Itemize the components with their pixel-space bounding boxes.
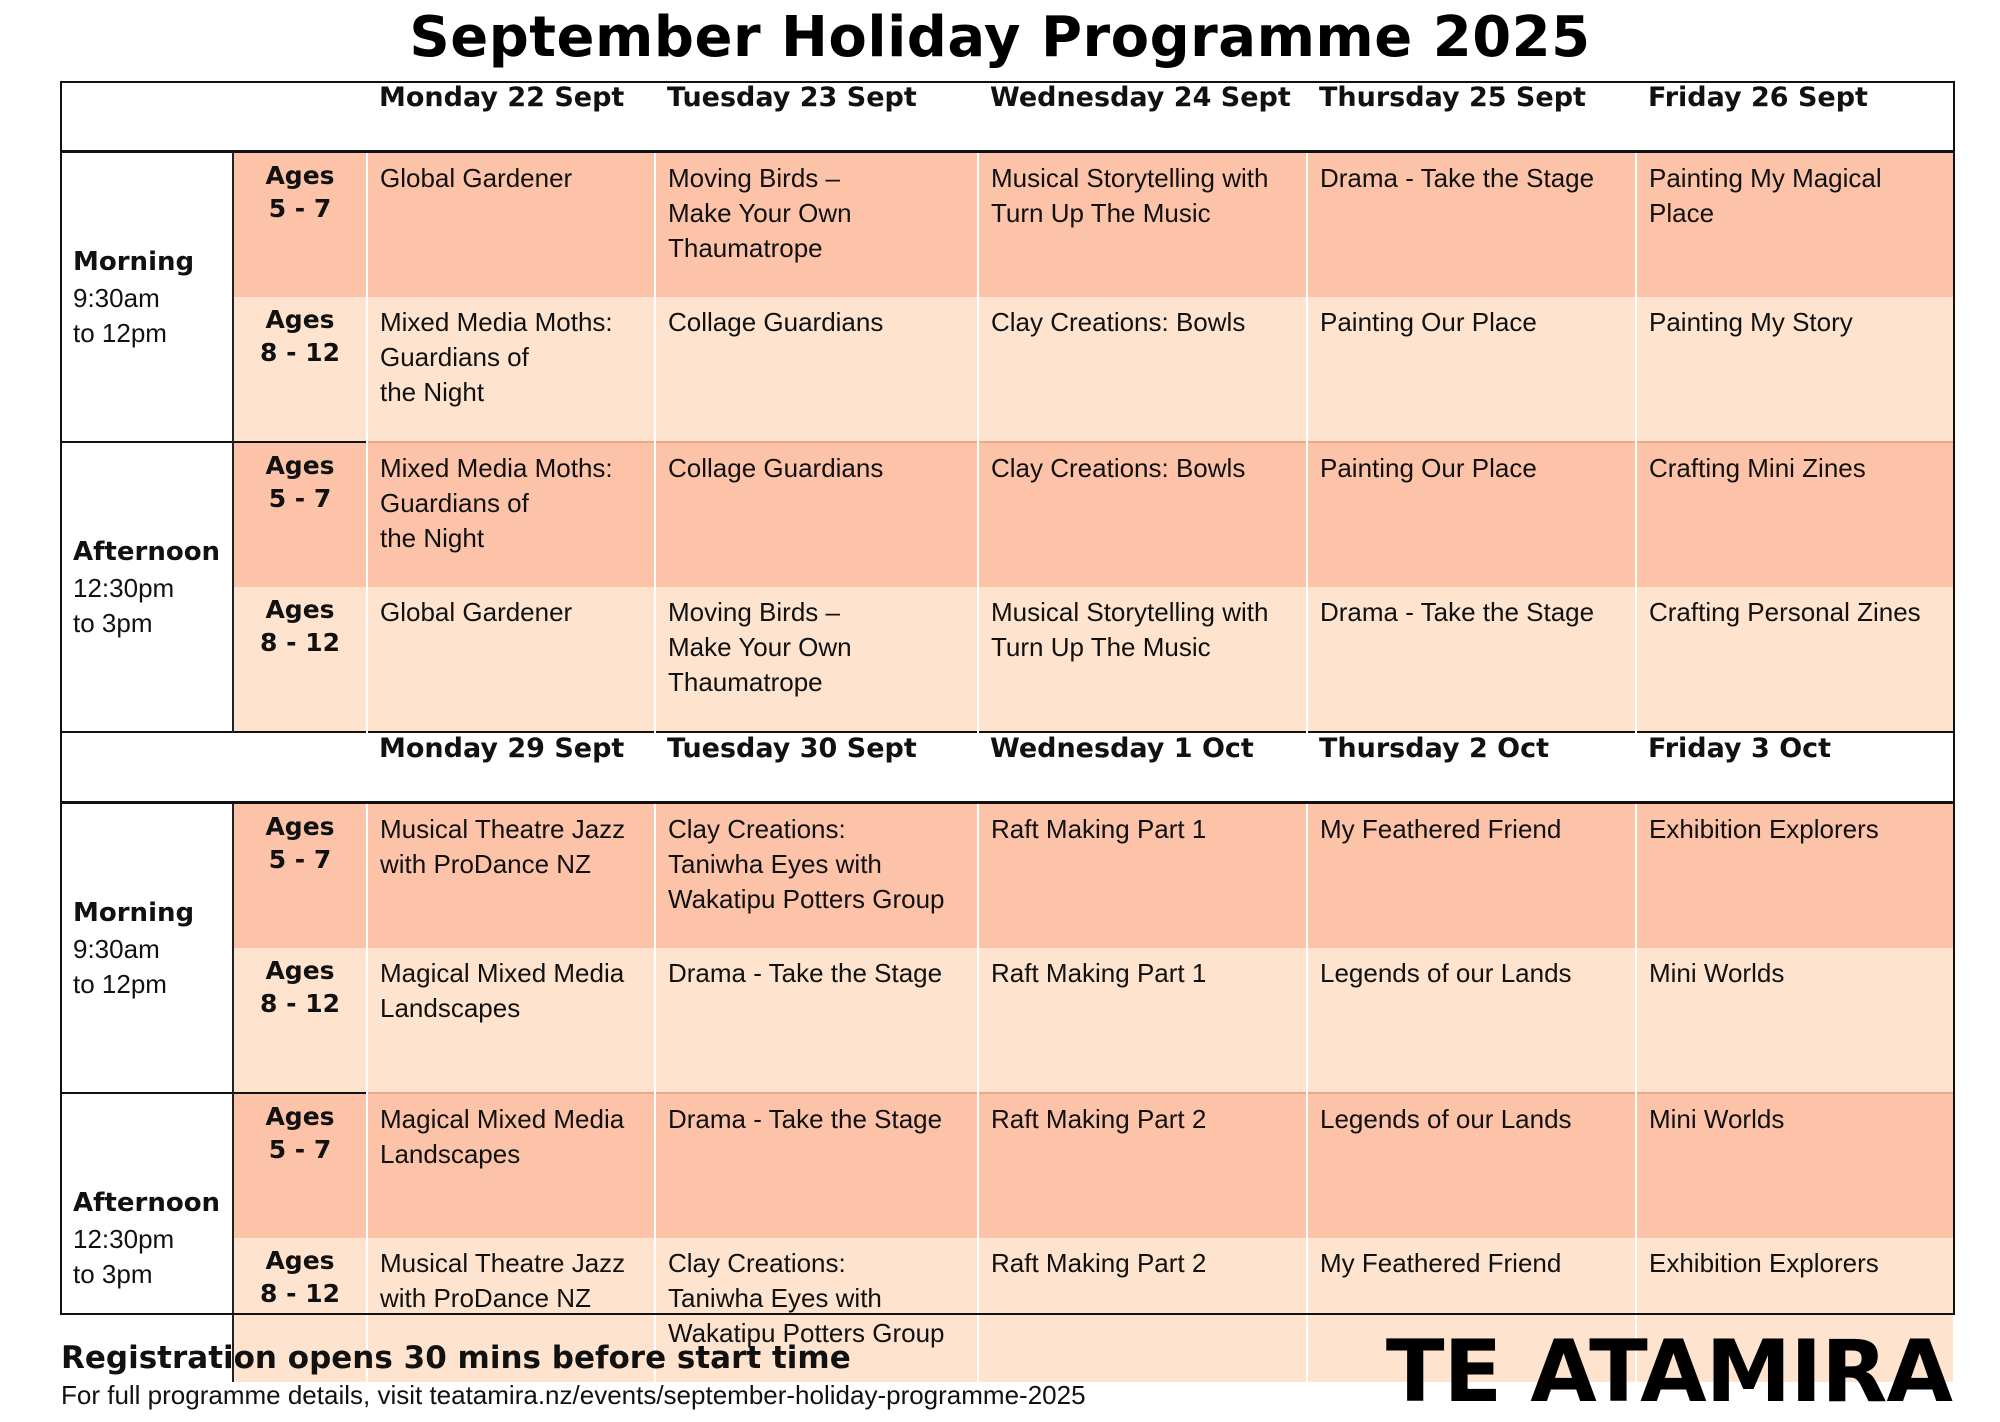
age-group-label: [233, 1093, 367, 1238]
ages-word: Ages: [265, 305, 335, 334]
ages-range: 8 - 12: [260, 989, 340, 1018]
session-time: 9:30am to 12pm: [73, 934, 167, 999]
ages-range: 5 - 7: [268, 845, 332, 874]
ages-word: Ages: [265, 1246, 335, 1275]
session-label-afternoon: [61, 442, 233, 732]
activity-cell: Mixed Media Moths: Guardians of the Night: [367, 442, 655, 587]
day-header: Wednesday 24 Sept: [978, 82, 1307, 152]
ages-range: 5 - 7: [268, 484, 332, 513]
activity-cell: Mixed Media Moths: Guardians of the Night: [367, 297, 655, 442]
day-header-row: [61, 732, 1953, 803]
activity-cell: Global Gardener: [367, 152, 655, 298]
ages-word: Ages: [265, 812, 335, 841]
ages-range: 8 - 12: [260, 628, 340, 657]
ages-word: Ages: [265, 595, 335, 624]
ages-word: Ages: [265, 161, 335, 190]
activity-cell: Drama - Take the Stage: [1307, 152, 1636, 298]
ages-word: Ages: [265, 1102, 335, 1131]
activity-cell: Raft Making Part 1: [978, 803, 1307, 949]
schedule-body: [61, 82, 1953, 1382]
activity-cell: Crafting Personal Zines: [1636, 587, 1953, 732]
day-header: Monday 22 Sept: [367, 82, 655, 152]
registration-note: Registration opens 30 mins before start time: [61, 1340, 851, 1376]
day-header: Wednesday 1 Oct: [978, 732, 1307, 803]
activity-cell: Legends of our Lands: [1307, 948, 1636, 1093]
schedule-table: [61, 82, 1953, 1382]
day-header: Monday 29 Sept: [367, 732, 655, 803]
age-group-label: [233, 948, 367, 1093]
ages-range: 5 - 7: [268, 194, 332, 223]
day-header: Thursday 2 Oct: [1307, 732, 1636, 803]
day-header-row: [61, 82, 1953, 152]
session-time: 9:30am to 12pm: [73, 283, 167, 348]
activity-row: [61, 152, 1953, 298]
activity-cell: Raft Making Part 2: [978, 1238, 1307, 1382]
session-name: Afternoon: [73, 1188, 221, 1218]
day-header: Tuesday 30 Sept: [655, 732, 978, 803]
activity-cell: Musical Storytelling with Turn Up The Music: [978, 152, 1307, 298]
session-time: 12:30pm to 3pm: [73, 573, 175, 638]
session-name: Morning: [73, 898, 195, 928]
activity-cell: Painting Our Place: [1307, 442, 1636, 587]
activity-cell: Collage Guardians: [655, 297, 978, 442]
activity-cell: Clay Creations: Taniwha Eyes with Wakatipu Potters Group: [655, 803, 978, 949]
activity-cell: Magical Mixed Media Landscapes: [367, 1093, 655, 1238]
ages-range: 5 - 7: [268, 1135, 332, 1164]
activity-cell: My Feathered Friend: [1307, 803, 1636, 949]
day-header: Tuesday 23 Sept: [655, 82, 978, 152]
activity-cell: Raft Making Part 2: [978, 1093, 1307, 1238]
programme-details-link-text: For full programme details, visit teatamira.nz/events/september-holiday-programme-2025: [61, 1380, 1086, 1410]
age-group-label: [233, 442, 367, 587]
activity-cell: Exhibition Explorers: [1636, 803, 1953, 949]
te-atamira-logo: TE ATAMIRA: [1385, 1322, 1952, 1422]
ages-word: Ages: [265, 451, 335, 480]
session-label-morning: [61, 803, 233, 1094]
activity-row: [61, 587, 1953, 732]
activity-cell: Moving Birds – Make Your Own Thaumatrope: [655, 587, 978, 732]
activity-cell: Raft Making Part 1: [978, 948, 1307, 1093]
activity-cell: Clay Creations: Taniwha Eyes with Wakatipu Potters Group: [655, 1238, 978, 1382]
activity-cell: Collage Guardians: [655, 442, 978, 587]
activity-cell: Crafting Mini Zines: [1636, 442, 1953, 587]
activity-cell: Drama - Take the Stage: [1307, 587, 1636, 732]
activity-cell: Mini Worlds: [1636, 1093, 1953, 1238]
ages-range: 8 - 12: [260, 1279, 340, 1308]
activity-row: [61, 948, 1953, 1093]
activity-cell: Clay Creations: Bowls: [978, 297, 1307, 442]
page-title: September Holiday Programme 2025: [409, 5, 1591, 70]
activity-row: [61, 442, 1953, 587]
activity-cell: My Feathered Friend: [1307, 1238, 1636, 1382]
activity-cell: Mini Worlds: [1636, 948, 1953, 1093]
day-header: Thursday 25 Sept: [1307, 82, 1636, 152]
activity-cell: Clay Creations: Bowls: [978, 442, 1307, 587]
activity-cell: Moving Birds – Make Your Own Thaumatrope: [655, 152, 978, 298]
activity-cell: Drama - Take the Stage: [655, 948, 978, 1093]
activity-cell: Musical Storytelling with Turn Up The Music: [978, 587, 1307, 732]
activity-cell: Magical Mixed Media Landscapes: [367, 948, 655, 1093]
day-header: Friday 26 Sept: [1636, 82, 1953, 152]
activity-cell: Painting My Magical Place: [1636, 152, 1953, 298]
session-name: Morning: [73, 247, 195, 277]
age-group-label: [233, 587, 367, 732]
activity-cell: Drama - Take the Stage: [655, 1093, 978, 1238]
day-header-spacer: [61, 82, 367, 152]
activity-cell: Musical Theatre Jazz with ProDance NZ: [367, 1238, 655, 1382]
activity-cell: Global Gardener: [367, 587, 655, 732]
age-group-label: [233, 803, 367, 949]
activity-cell: Painting My Story: [1636, 297, 1953, 442]
activity-row: [61, 803, 1953, 949]
activity-cell: Musical Theatre Jazz with ProDance NZ: [367, 803, 655, 949]
activity-row: [61, 297, 1953, 442]
session-label-morning: [61, 152, 233, 443]
ages-word: Ages: [265, 956, 335, 985]
day-header: Friday 3 Oct: [1636, 732, 1953, 803]
activity-cell: Legends of our Lands: [1307, 1093, 1636, 1238]
age-group-label: [233, 152, 367, 298]
day-header-spacer: [61, 732, 367, 803]
session-name: Afternoon: [73, 537, 221, 567]
session-time: 12:30pm to 3pm: [73, 1224, 175, 1289]
age-group-label: [233, 297, 367, 442]
activity-cell: Exhibition Explorers: [1636, 1238, 1953, 1382]
ages-range: 8 - 12: [260, 338, 340, 367]
activity-cell: Painting Our Place: [1307, 297, 1636, 442]
activity-row: [61, 1093, 1953, 1238]
